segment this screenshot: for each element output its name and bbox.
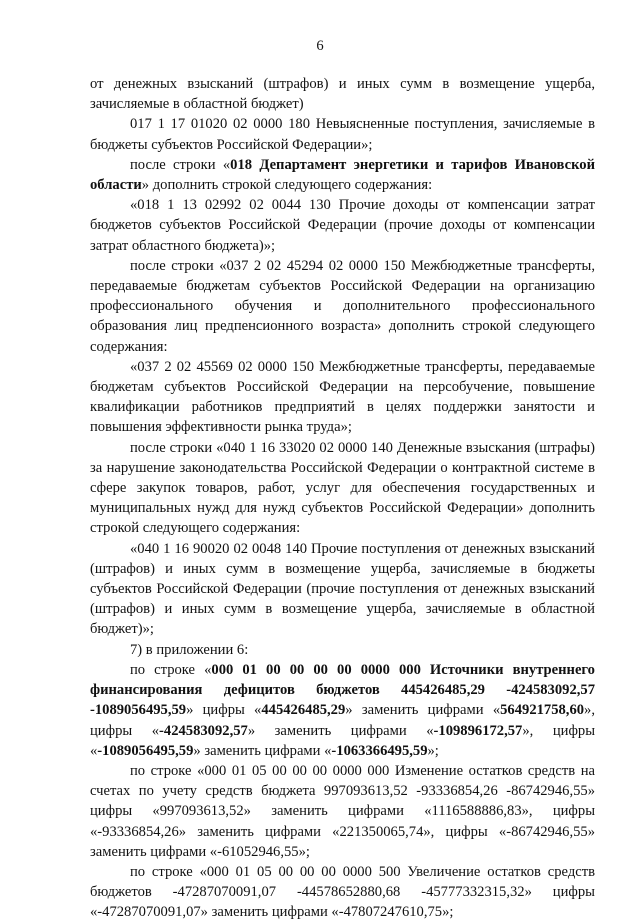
paragraph	[90, 862, 595, 923]
paragraph	[90, 114, 595, 154]
bold-text: -424583092,57	[159, 722, 248, 739]
text-run: «040 1 16 90020 02 0048 140 Прочие поступления от денежных взысканий (штрафов) и иных сумм в возмещение ущерба, зачисляемые в бюджеты субъектов Российской Федерации (прочие поступления от денежных взысканий (штрафов) и иных сумм в возмещение ущерба, зачисляемые в областной бюджет)»;	[90, 540, 595, 638]
paragraph	[90, 74, 595, 114]
text-run: после строки «037 2 02 45294 02 0000 150 Межбюджетные трансферты, передаваемые бюджетам субъектов Российской Федерации на организацию профессионального обучения и дополнительного профессионального образования лиц предпенсионного возраста» дополнить строкой следующего содержания:	[90, 257, 595, 355]
paragraph	[90, 438, 595, 539]
bold-text: 000 01 00 00 00 00 0000 000 Источники внутреннего финансирования дефицитов бюджетов 445426485,29 -424583092,57 -1089056495,59	[90, 661, 595, 719]
bold-text: 018 Департамент энергетики и тарифов Ивановской области	[90, 156, 595, 194]
text-run: после строки «	[130, 156, 231, 173]
paragraph	[90, 761, 595, 862]
text-run: » дополнить строкой следующего содержания:	[141, 177, 433, 194]
text-run: по строке «	[130, 661, 212, 678]
text-run: 7) в приложении 6:	[130, 641, 249, 658]
text-run: 017 1 17 01020 02 0000 180 Невыясненные поступления, зачисляемые в бюджеты субъектов Российской Федерации»;	[90, 116, 595, 153]
paragraph	[90, 155, 595, 195]
text-run: », цифры «	[90, 702, 595, 739]
bold-text: -109896172,57	[433, 722, 523, 739]
text-run: по строке «000 01 05 00 00 00 0000 000 Изменение остатков средств на счетах по учету средств бюджета 997093613,52 -93336854,26 -86742946,55» цифры «997093613,52» заменить цифрами «1116588886,83», цифры «-93336854,26» заменить цифрами «221350065,74», цифры «-86742946,55» заменить цифрами «-61052946,55»;	[90, 762, 595, 860]
text-run: »;	[427, 742, 439, 759]
text-run: по строке «000 01 05 00 00 00 0000 500 Увеличение остатков средств бюджетов -47287070091,07 -44578652880,68 -45777332315,32» цифры «-47287070091,07» заменить цифрами «-47807247610,75»;	[90, 863, 595, 921]
paragraph	[90, 195, 595, 256]
text-run: » заменить цифрами «	[193, 742, 332, 759]
document-body	[90, 74, 595, 923]
text-run: », цифры «	[90, 722, 595, 759]
text-run: » цифры «	[186, 702, 262, 719]
text-run: «018 1 13 02992 02 0044 130 Прочие доходы от компенсации затрат бюджетов субъектов Российской Федерации (прочие доходы от компенсации затрат областного бюджета)»;	[90, 197, 595, 254]
paragraph	[90, 539, 595, 640]
paragraph	[90, 660, 595, 761]
paragraph	[90, 640, 595, 660]
bold-text: -1063366495,59	[331, 742, 428, 759]
text-run: от денежных взысканий (штрафов) и иных сумм в возмещение ущерба, зачисляемые в областной бюджет)	[90, 76, 595, 113]
bold-text: -1089056495,59	[97, 742, 194, 759]
text-run: после строки «040 1 16 33020 02 0000 140 Денежные взыскания (штрафы) за нарушение законодательства Российской Федерации о контрактной системе в сфере закупок товаров, работ, услуг для обеспечения государственных и муниципальных нужд для нужд субъектов Российской Федерации» дополнить строкой следующего содержания:	[90, 439, 595, 537]
bold-text: 564921758,60	[500, 702, 585, 719]
text-run: » заменить цифрами «	[345, 702, 501, 719]
page-number: 6	[316, 38, 324, 54]
paragraph	[90, 357, 595, 438]
paragraph	[90, 256, 595, 357]
bold-text: 445426485,29	[261, 702, 346, 719]
text-run: «037 2 02 45569 02 0000 150 Межбюджетные трансферты, передаваемые бюджетам субъектов Российской Федерации на персобучение, повышение квалификации работников предприятий в целях поддержки занятости и повышения эффективности рынка труда»;	[90, 358, 595, 436]
text-run: » заменить цифрами «	[247, 722, 434, 739]
